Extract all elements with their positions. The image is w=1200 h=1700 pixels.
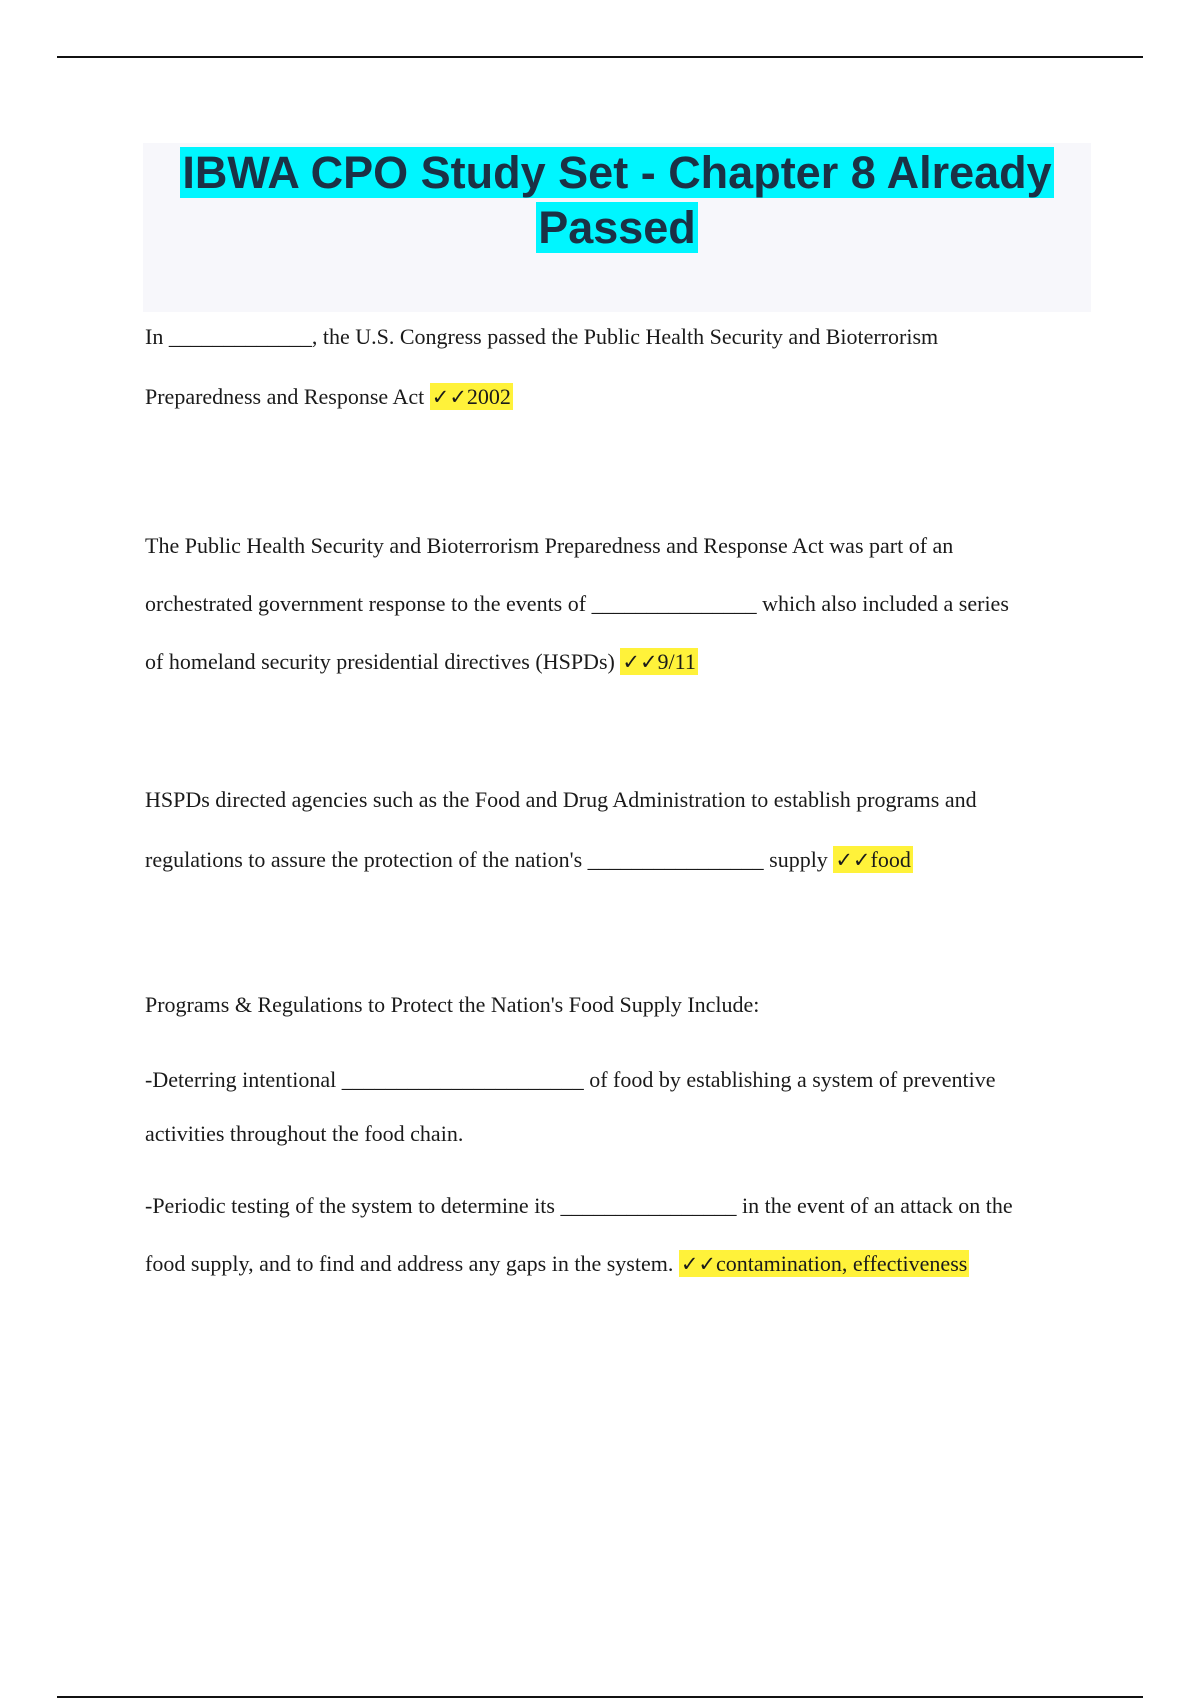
question-4-item-2-line-2 (145, 1235, 1095, 1293)
answer-1 (430, 383, 513, 410)
bottom-rule (57, 1696, 1143, 1698)
check-icon: ✓✓ (622, 650, 658, 674)
answer-2 (620, 648, 698, 675)
question-1 (145, 307, 1095, 427)
question-3-line-1: HSPDs directed agencies such as the Food and Drug Administration to establish programs and (145, 787, 977, 812)
answer-3-text: food (870, 847, 911, 872)
question-2-line-3 (145, 633, 1095, 691)
question-4-item-2-line-1: -Periodic testing of the system to determine its ________________ in the event of an attack on the (145, 1193, 1013, 1218)
question-4-item-1-line-2: activities throughout the food chain. (145, 1121, 464, 1146)
question-3-line-2-text: regulations to assure the protection of the nation's ________________ supply (145, 847, 834, 872)
answer-2-text: 9/11 (657, 649, 696, 674)
answer-4-text: contamination, effectiveness (716, 1251, 968, 1276)
question-4-item-1 (145, 1053, 1095, 1161)
top-rule (57, 56, 1143, 58)
answer-3 (833, 846, 913, 873)
answer-1-text: 2002 (466, 384, 511, 409)
check-icon: ✓✓ (835, 848, 871, 872)
check-icon: ✓✓ (680, 1252, 717, 1276)
answer-4 (679, 1250, 969, 1277)
question-2 (145, 517, 1095, 691)
question-2-line-2: orchestrated government response to the events of _______________ which also included a series (145, 591, 1009, 616)
question-4-item-2 (145, 1177, 1095, 1293)
question-3-line-2 (145, 830, 1095, 890)
check-icon: ✓✓ (431, 385, 467, 409)
question-4-item-2-line-2-text: food supply, and to find and address any gaps in the system. (145, 1251, 679, 1276)
question-4-item-1-line-1: -Deterring intentional ______________________ of food by establishing a system of preventive (145, 1067, 996, 1092)
question-1-line-2 (145, 367, 1095, 427)
question-2-line-1: The Public Health Security and Bioterrorism Preparedness and Response Act was part of an (145, 533, 954, 558)
question-3 (145, 770, 1095, 890)
question-1-line-2-text: Preparedness and Response Act (145, 384, 430, 409)
question-4-heading: Programs & Regulations to Protect the Nation's Food Supply Include: (145, 992, 760, 1017)
title-line-1: IBWA CPO Study Set - Chapter 8 Already (182, 147, 1052, 198)
title-box (143, 143, 1091, 312)
question-1-line-1: In _____________, the U.S. Congress passed the Public Health Security and Bioterrorism (145, 324, 939, 349)
title-line-2: Passed (538, 202, 696, 253)
question-2-line-3-text: of homeland security presidential directives (HSPDs) (145, 649, 621, 674)
document-title (143, 143, 1091, 255)
